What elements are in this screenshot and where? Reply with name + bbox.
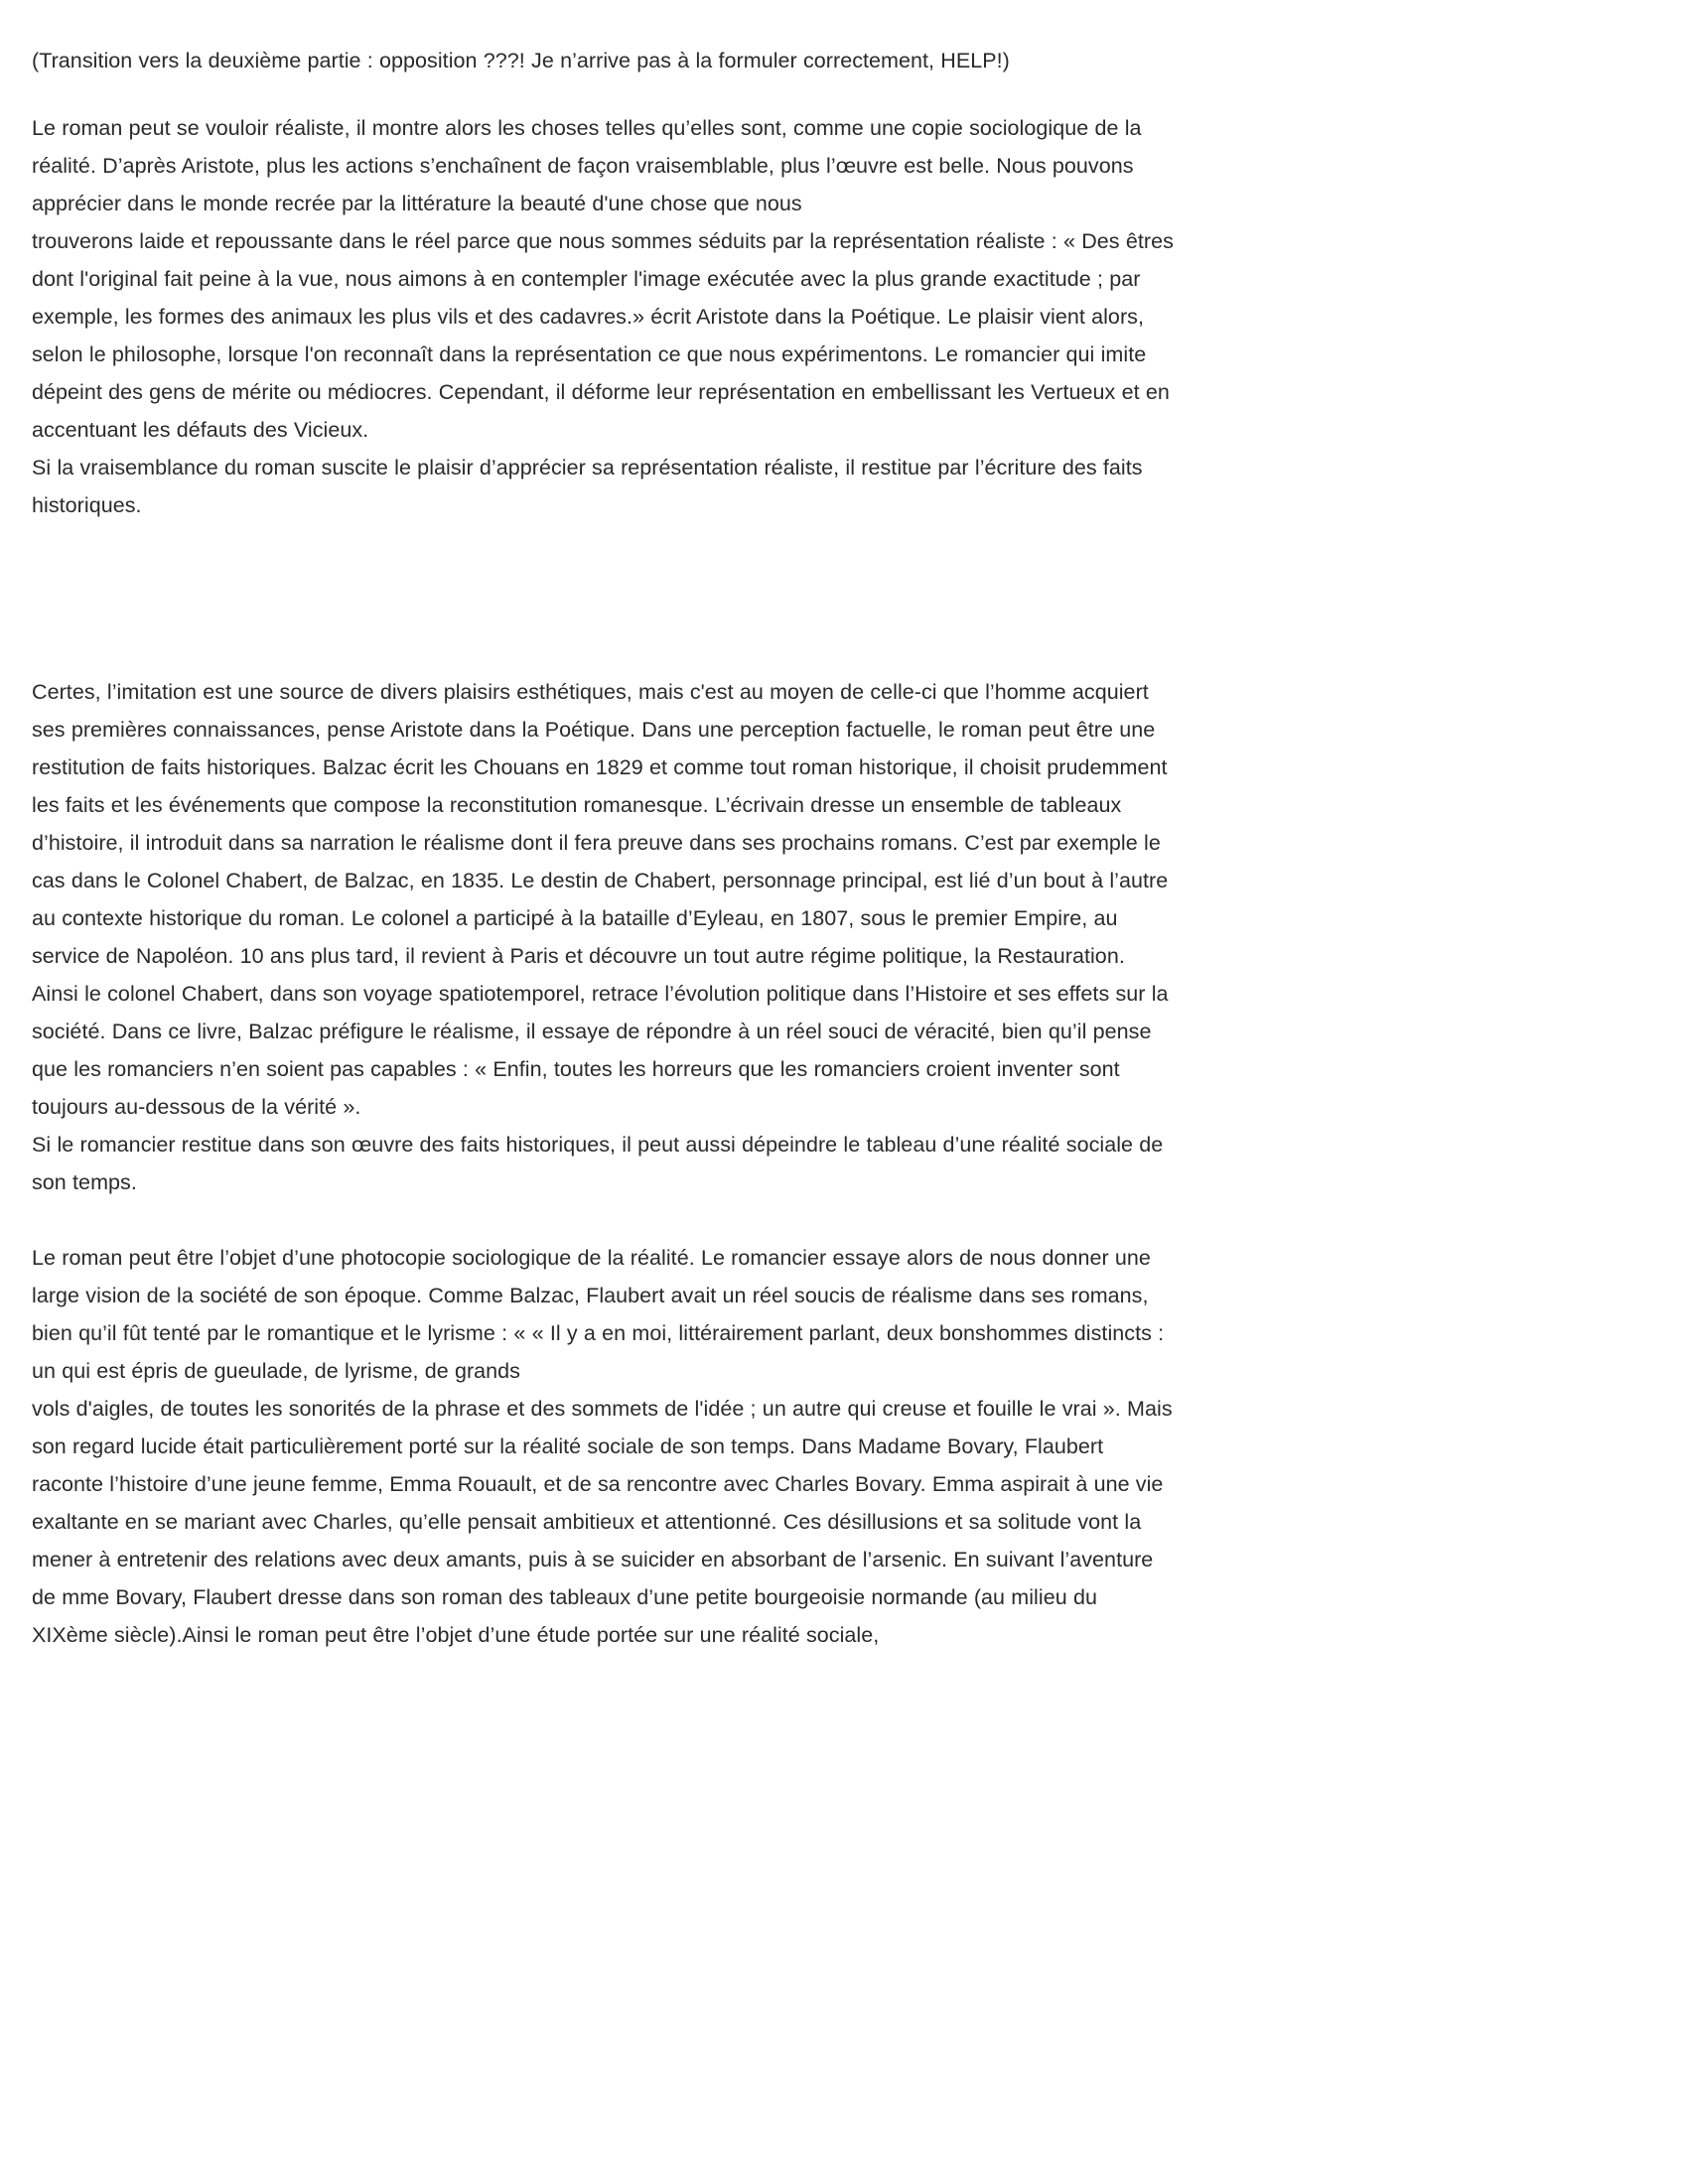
paragraph-transition-note: (Transition vers la deuxième partie : opposition ???! Je n’arrive pas à la formuler correctement, HELP!) [32, 49, 1010, 72]
paragraph-realisme-citation: trouverons laide et repoussante dans le réel parce que nous sommes séduits par la représentation réaliste : « Des êtres dont l'original fait peine à la vue, nous aimons à en contempler l'image exécutée avec la plus grande exactitude ; par exemple, les formes des animaux les plus vils et des cadavres.» écrit Aristote dans la Poétique. Le plaisir vient alors, selon le philosophe, lorsque l'on reconnaît dans la représentation ce que nous expérimentons. Le romancier qui imite dépeint des gens de mérite ou médiocres. Cependant, il déforme leur représentation en embellissant les Vertueux et en accentuant les défauts des Vicieux. [32, 229, 1174, 442]
paragraph-realisme-transition: Si la vraisemblance du roman suscite le plaisir d’apprécier sa représentation réaliste, il restitue par l’écriture des faits historiques. [32, 456, 1143, 517]
paragraph-sociologie-intro: Le roman peut être l’objet d’une photocopie sociologique de la réalité. Le romancier essaye alors de nous donner une large vision de la société de son époque. Comme Balzac, Flaubert avait un réel soucis de réalisme dans ses romans, bien qu’il fût tenté par le romantique et le lyrisme : « « Il y a en moi, littérairement parlant, deux bonshommes distincts : un qui est épris de gueulade, de lyrisme, de grands [32, 1246, 1165, 1383]
paragraph-histoire-transition: Si le romancier restitue dans son œuvre des faits historiques, il peut aussi dépeindre le tableau d’une réalité sociale de son temps. [32, 1133, 1164, 1194]
section-spacer [32, 524, 1176, 673]
paragraph-sociologie-developpement: vols d'aigles, de toutes les sonorités de la phrase et des sommets de l'idée ; un autre qui creuse et fouille le vrai ». Mais son regard lucide était particulièrement porté sur la réalité sociale de son temps. Dans Madame Bovary, Flaubert raconte l’histoire d’une jeune femme, Emma Rouault, et de sa rencontre avec Charles Bovary. Emma aspirait à une vie exaltante en se mariant avec Charles, qu’elle pensait ambitieux et attentionné. Ces désillusions et sa solitude vont la mener à entretenir des relations avec deux amants, puis à se suicider en absorbant de l’arsenic. En suivant l’aventure de mme Bovary, Flaubert dresse dans son roman des tableaux d’une petite bourgeoisie normande (au milieu du XIXème siècle).Ainsi le roman peut être l’objet d’une étude portée sur une réalité sociale, [32, 1397, 1173, 1647]
paragraph-spacer [32, 79, 1176, 109]
paragraph-realisme-intro: Le roman peut se vouloir réaliste, il montre alors les choses telles qu’elles sont, comme une copie sociologique de la réalité. D’après Aristote, plus les actions s’enchaînent de façon vraisemblable, plus l’œuvre est belle. Nous pouvons apprécier dans le monde recrée par la littérature la beauté d'une chose que nous [32, 116, 1142, 215]
paragraph-spacer [32, 1201, 1176, 1239]
paragraph-histoire-developpement: Certes, l’imitation est une source de divers plaisirs esthétiques, mais c'est au moyen de celle-ci que l’homme acquiert ses premières connaissances, pense Aristote dans la Poétique. Dans une perception factuelle, le roman peut être une restitution de faits historiques. Balzac écrit les Chouans en 1829 et comme tout roman historique, il choisit prudemment les faits et les événements que compose la reconstitution romanesque. L’écrivain dresse un ensemble de tableaux d’histoire, il introduit dans sa narration le réalisme dont il fera preuve dans ses prochains romans. C’est par exemple le cas dans le Colonel Chabert, de Balzac, en 1835. Le destin de Chabert, personnage principal, est lié d’un bout à l’autre au contexte historique du roman. Le colonel a participé à la bataille d’Eyleau, en 1807, sous le premier Empire, au service de Napoléon. 10 ans plus tard, il revient à Paris et découvre un tout autre régime politique, la Restauration. Ainsi le colonel Chabert, dans son voyage spatiotemporel, retrace l’évolution politique dans l’Histoire et ses effets sur la société. Dans ce livre, Balzac préfigure le réalisme, il essaye de répondre à un réel souci de véracité, bien qu’il pense que les romanciers n’en soient pas capables : « Enfin, toutes les horreurs que les romanciers croient inventer sont toujours au-dessous de la vérité ». [32, 680, 1169, 1119]
document-text-body [32, 42, 1176, 1654]
